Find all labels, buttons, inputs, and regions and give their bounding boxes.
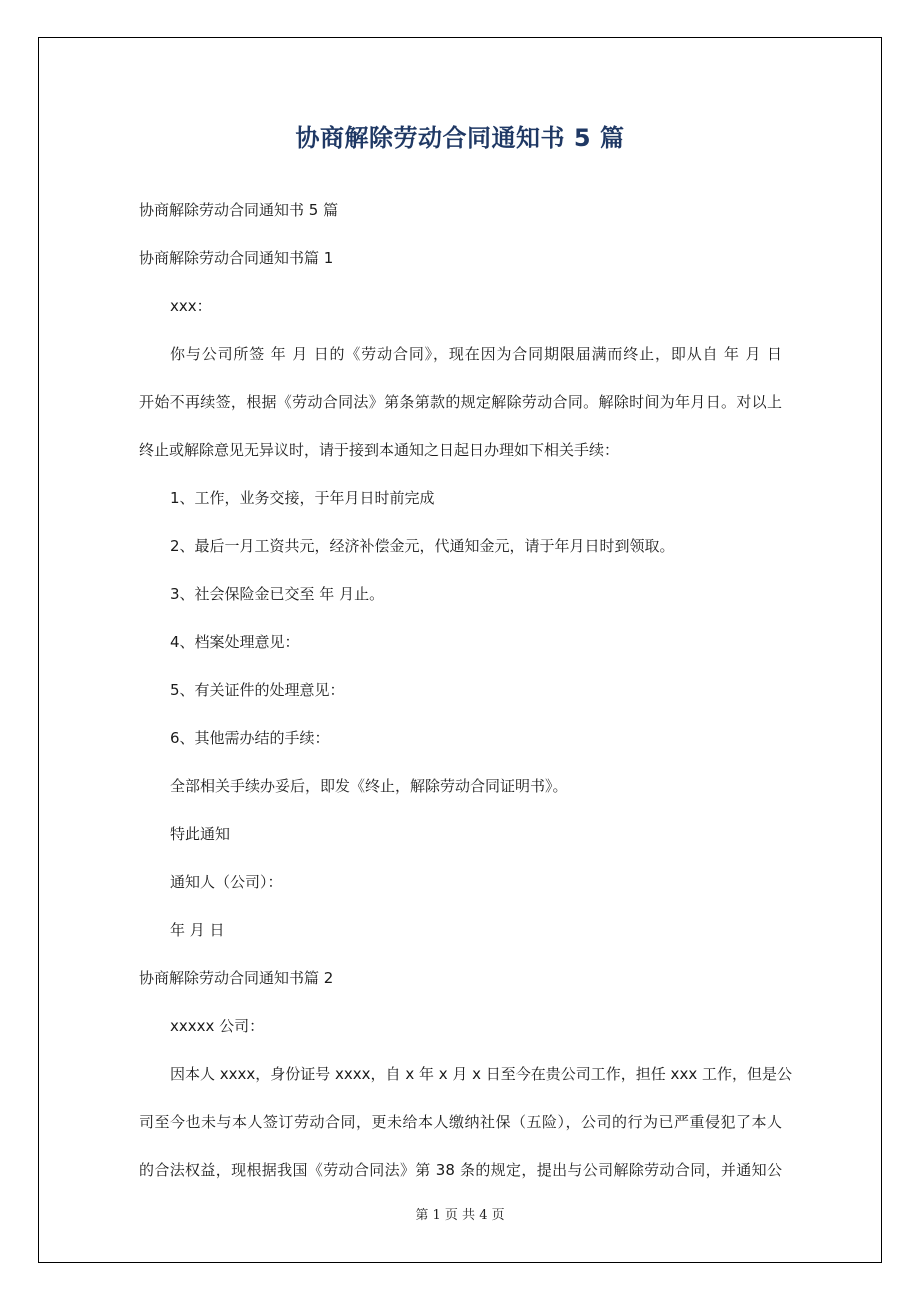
page-number-footer: 第 1 页 共 4 页: [415, 1208, 505, 1223]
salutation-2: xxxxx 公司：: [170, 1017, 265, 1035]
notice-text: 特此通知: [170, 825, 231, 843]
list-item: 4、档案处理意见：: [170, 633, 300, 651]
paragraph-1-line-2: 开始不再续签，根据《劳动合同法》第条第款的规定解除劳动合同。解除时间为年月日。对以上: [139, 393, 782, 411]
list-item: 1、工作，业务交接，于年月日时前完成: [170, 489, 435, 507]
paragraph-2-line-3: 的合法权益，现根据我国《劳动合同法》第 38 条的规定，提出与公司解除劳动合同，并通知公: [139, 1161, 782, 1179]
paragraph-2-line-2: 司至今也未与本人签订劳动合同，更未给本人缴纳社保（五险），公司的行为已严重侵犯了本人: [139, 1113, 782, 1131]
list-item: 3、社会保险金已交至 年 月止。: [170, 585, 385, 603]
list-item: 5、有关证件的处理意见：: [170, 681, 345, 699]
paragraph-2-line-1: 因本人 xxxx，身份证号 xxxx，自 x 年 x 月 x 日至今在贵公司工作，担任 xxx 工作，但是公: [170, 1065, 792, 1083]
paragraph-1-line-1: 你与公司所签 年 月 日的《劳动合同》，现在因为合同期限届满而终止，即从自 年 月 日: [170, 345, 782, 363]
salutation-1: xxx：: [170, 297, 212, 315]
document-subtitle: 协商解除劳动合同通知书 5 篇: [139, 201, 339, 219]
section-heading-1: 协商解除劳动合同通知书篇 1: [139, 249, 334, 267]
closing-sentence: 全部相关手续办妥后，即发《终止，解除劳动合同证明书》。: [170, 777, 568, 795]
document-title: 协商解除劳动合同通知书 5 篇: [295, 124, 625, 152]
list-item: 2、最后一月工资共元，经济补偿金元，代通知金元，请于年月日时到领取。: [170, 537, 675, 555]
notifier-label: 通知人（公司）：: [170, 873, 283, 891]
date-line: 年 月 日: [170, 921, 225, 939]
list-item: 6、其他需办结的手续：: [170, 729, 330, 747]
paragraph-1-line-3: 终止或解除意见无异议时，请于接到本通知之日起日办理如下相关手续：: [139, 441, 620, 459]
section-heading-2: 协商解除劳动合同通知书篇 2: [139, 969, 334, 987]
